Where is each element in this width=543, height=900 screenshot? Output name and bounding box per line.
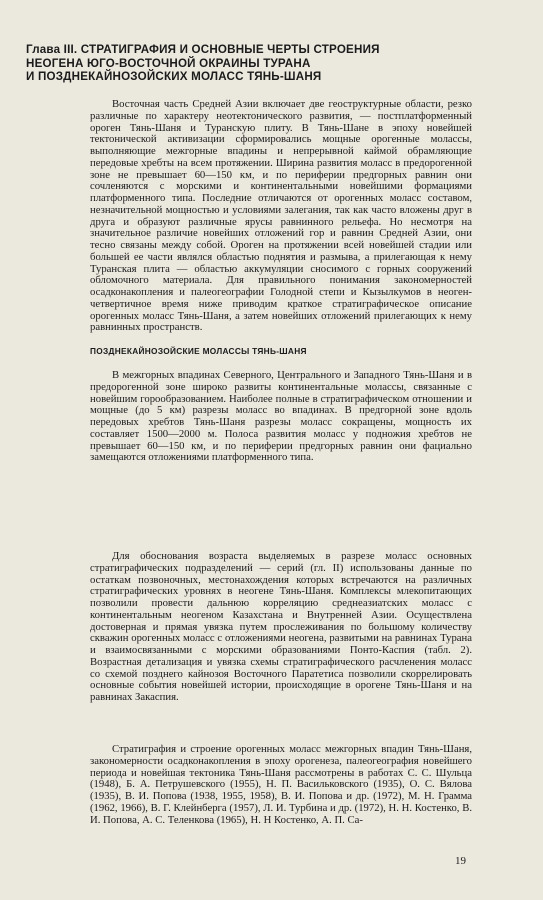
paragraph-age: Для обоснования возраста выделяемых в разрезе молacc основных стратиграфических подразделений — серий (гл. II) использованы данные по остаткам позвоночных, местонахождения которых встречаются на различных стратиграфических уровнях в неогене Тянь-Шаня. Комплексы млекопитающих позволили провести дальнюю корреляцию среднеазиатских молacc с континентальным неогеном Казахстана и Внутренней Азии. Осуществлена достоверная и прямая увязка путем прослеживания по большому количеству скважин орогенных молacc с отложениями неогена, развитыми на равнинах Турана и взаимосвязанными с морскими образованиями Понто-Каспия (табл. 2). Возрастная детализация и увязка схемы стратиграфического расчленения молacc со схемой позднего кайнозоя Восточного Паратетиса позволили скоррелировать основные события новейшей истории, происходящие в орогене Тянь-Шаня и на равнинах Закаспия. [90,550,472,703]
paragraph-intro: Восточная часть Средней Азии включает две геоструктурные области, резко различные по характеру неотектонического развития, — постплатформенный ороген Тянь-Шаня и Туранскую плиту. В Тянь-Шане в эпоху новейшей тектонической активизации сформировались мощные орогенные молассы, выполняющие межгорные впадины и непрерывной каймой обрамляющие передовые хребты на всем протяжении. Ширина развития молacc в предорогенной зоне не превышает 60—150 км, и по периферии предгорных равнин они сочленяются с морскими и континентальными новейшими формациями платформенного типа. Последние отличаются от орогенных молacc составом, незначительной мощностью и условиями залегания, так как часто вложены друг в друга и образуют различные ярусы равнинного рельефа. Но несмотря на значительное различие новейших отложений гор и равнин Средней Азии, они тесно связаны между собой. Ороген на протяжении всей новейшей стадии или большей ее части являлся областью поднятия и размыва, а прилегающая к нему Туранская плита — областью аккумуляции сносимого с горных сооружений обломочного материала. Для правильного понимания закономерностей осадконакопления и палеогеографии Голодной степи и Кызылкумов в неоген-четвертичное время ниже приводим краткое стратиграфическое описание орогенных молacc Тянь-Шаня, а затем новейших отложений прилегающих к нему равнинных пространств. [90,98,472,334]
page-number: 19 [455,855,466,867]
paragraph-stratigraphy: Стратиграфия и строение орогенных молacc межгорных впадин Тянь-Шаня, закономерности осадконакопления в эпоху орогенеза, палеогеография новейшего периода и новейшая тектоника Тянь-Шаня рассмотрены в работах С. С. Шульца (1948), Б. А. Петрушевского (1955), Н. П. Васильковского (1935), О. С. Вялова (1935), В. И. Попова (1938, 1955, 1958), В. И. Попова и др. (1972), М. Н. Грамма (1962, 1966), В. Г. Клейнберга (1957), Л. И. Турбина и др. (1972), Н. Н. Костенко, В. И. Попова, А. С. Теленкова (1965), Н. Н Костенко, А. П. Са- [90,743,472,826]
paragraph-molasses: В межгорных впадинах Северного, Центрального и Западного Тянь-Шаня и в предорогенной зоне широко развиты континентальные молассы, связанные с новейшим горообразованием. Наиболее полные в стратиграфическом отношении и мощные (до 5 км) разрезы молacc во впадинах. В предгорной зоне вдоль передовых хребтов Тянь-Шаня разрезы молacc сокращены, мощность их составляет 1500—2000 м. Полоса развития молacc у подножия хребтов не превышает 60—150 км, и по периферии предгорных равнин они фациально замещаются отложениями платформенного типа. [90,369,472,464]
chapter-title: Глава III. СТРАТИГРАФИЯ И ОСНОВНЫЕ ЧЕРТЫ СТРОЕНИЯ НЕОГЕНА ЮГО-ВОСТОЧНОЙ ОКРАИНЫ ТУРАНА И ПОЗДНЕКАЙНОЗОЙСКИХ МОЛАСС ТЯНЬ-ШАНЯ [26,43,380,84]
section-title: ПОЗДНЕКАЙНОЗОЙСКИЕ МОЛАССЫ ТЯНЬ-ШАНЯ [90,346,307,356]
